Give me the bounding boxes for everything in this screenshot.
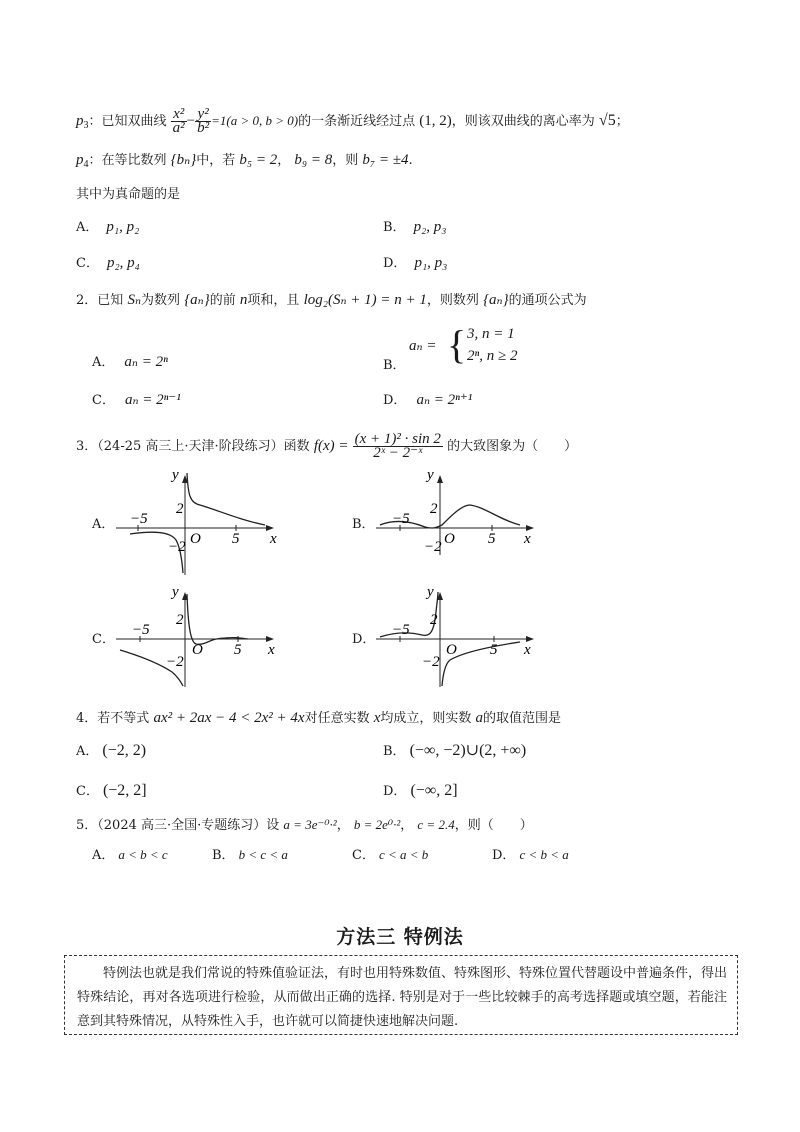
svg-text:O: O [444,531,455,547]
svg-text:−2: −2 [168,539,186,555]
svg-text:−5: −5 [130,511,148,527]
svg-text:−5: −5 [132,622,150,638]
curve-right [187,594,248,644]
curve-right [187,473,265,525]
brace-icon: { [447,322,467,367]
y-arrow-icon [437,475,443,483]
q4-option-b[interactable]: B． (−∞, −2)∪(2, +∞) [383,742,527,759]
q2-option-d[interactable]: D． aₙ = 2ⁿ⁺¹ [383,392,473,408]
q1-question: 其中为真命题的是 [76,187,181,202]
svg-text:O: O [192,642,203,658]
q2-stem: 2．已知 Sₙ为数列 {aₙ}的前 n项和，且 log₂(Sₙ + 1) = n + 1，则数列 {aₙ}的通项公式为 [76,292,587,308]
svg-text:x: x [270,531,277,547]
q4-stem: 4．若不等式 ax² + 2ax − 4 < 2x² + 4x对任意实数 x均成立，则实数 a的取值范围是 [76,710,562,726]
p4-line: $p_4$：在等比数列 {bₙ}中，若 b₅ = 2， b₉ = 8，则 b₇ = ±4. [76,152,413,170]
svg-text:−2: −2 [424,539,442,555]
svg-text:−5: −5 [392,622,410,638]
svg-text:O: O [190,531,201,547]
q4-option-c[interactable]: C． (−2, 2] [76,782,147,799]
svg-text:5: 5 [488,531,496,547]
svg-text:2: 2 [176,612,184,628]
svg-text:2: 2 [430,501,438,517]
svg-text:x: x [524,642,531,658]
svg-text:5: 5 [232,531,240,547]
q4-option-d[interactable]: D． (−∞, 2] [383,782,458,799]
q2-option-c[interactable]: C． aₙ = 2ⁿ⁻¹ [92,392,181,408]
q3-graph-a[interactable] [110,465,290,580]
q1-option-a[interactable]: A． p₁, p₂ [76,219,140,235]
svg-text:y: y [172,584,179,600]
svg-text:y: y [427,467,434,483]
q1-option-b[interactable]: B． p₂, p₃ [383,219,447,235]
svg-text:−2: −2 [166,654,184,670]
q2-option-a[interactable]: A． aₙ = 2ⁿ [92,354,168,370]
p3-frac-y: $\frac{\text{y²}}{\text{b²}}$ [197,106,210,136]
q3-graph-c[interactable] [110,582,290,697]
p3-line: $p_3$：已知双曲线 $\frac{\text{x²}}{\text{a²}}$ − $\frac{\text{y²}}{\text{b²}}$ =1(a > 0, b > 0)的一条渐近线经过点 (1, 2)，则该双曲线的离心率为 √5； [76,106,629,136]
svg-text:2: 2 [430,612,438,628]
q5-option-b[interactable]: B． b < c < a [212,847,288,863]
q5-option-a[interactable]: A． a < b < c [92,847,168,863]
svg-text:y: y [172,467,179,483]
q5-option-c[interactable]: C． c < a < b [352,847,429,863]
q3-graph-b[interactable] [370,465,550,580]
q1-option-d[interactable]: D． p₁, p₃ [383,255,448,271]
svg-text:x: x [524,531,531,547]
svg-text:x: x [268,642,275,658]
section-heading: 方法三 特例法 [336,926,464,948]
q5-option-d[interactable]: D． c < b < a [492,847,569,863]
q3-option-b-label[interactable]: B． [352,517,375,532]
q3-stem: 3．（24-25 高三上·天津·阶段练习）函数 f(x) = $\frac{\text{(x + 1)² · sin 2}}{\text{2ˣ − 2⁻ˣ}}$ 的大致图象为（ ） [76,431,578,461]
svg-text:−2: −2 [422,654,440,670]
svg-text:−5: −5 [392,511,410,527]
svg-text:5: 5 [490,642,498,658]
p3-frac-x: $\frac{\text{x²}}{\text{a²}}$ [172,106,185,136]
method-description: 特例法也就是我们常说的特殊值验证法，有时也用特殊数值、特殊图形、特殊位置代替题设中普遍条件，得出特殊结论，再对各选项进行检验，从而做出正确的选择. 特别是对于一些比较棘手的高考选择题或填空题，若能注意到其特殊情况，从特殊性入手，也许就可以简捷快速地解决问题. [77,966,728,1029]
svg-text:y: y [427,584,434,600]
q1-option-c[interactable]: C． p₂, p₄ [76,255,140,271]
q3-fraction: $\frac{\text{(x + 1)² · sin 2}}{\text{2ˣ − 2⁻ˣ}}$ [354,431,441,461]
svg-text:2: 2 [176,501,184,517]
q3-option-c-label[interactable]: C． [92,632,115,647]
q4-option-a[interactable]: A． (−2, 2) [76,742,147,759]
q3-option-d-label[interactable]: D． [352,632,376,647]
svg-text:5: 5 [234,642,242,658]
method-description-box [64,955,738,1035]
q3-graph-d[interactable] [370,582,550,697]
q5-stem: 5．（2024 高三·全国·专题练习）设 a = 3e⁻⁰·²， b = 2e⁰·²， c = 2.4，则（ ） [76,817,533,833]
svg-text:O: O [446,642,457,658]
q3-option-a-label[interactable]: A． [92,517,115,532]
